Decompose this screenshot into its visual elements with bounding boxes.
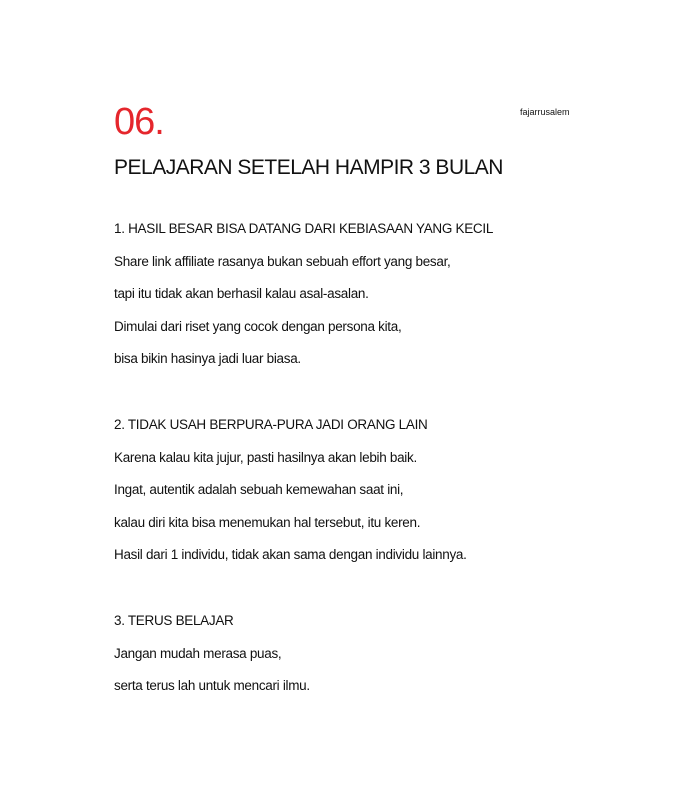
lesson-line: kalau diri kita bisa menemukan hal tersebut, itu keren. xyxy=(114,514,421,530)
page-title: PELAJARAN SETELAH HAMPIR 3 BULAN xyxy=(114,156,503,179)
lesson-section-3 xyxy=(114,612,654,710)
lesson-heading: 3. TERUS BELAJAR xyxy=(114,613,234,628)
slide-number: 06. xyxy=(114,101,164,143)
lesson-line: tapi itu tidak akan berhasil kalau asal-asalan. xyxy=(114,286,369,301)
author-handle: fajarrusalem xyxy=(520,107,570,117)
lesson-line: Ingat, autentik adalah sebuah kemewahan saat ini, xyxy=(114,482,404,497)
lesson-heading: 1. HASIL BESAR BISA DATANG DARI KEBIASAAN YANG KECIL xyxy=(114,221,494,236)
lesson-line: Jangan mudah merasa puas, xyxy=(114,645,282,661)
lesson-section-2 xyxy=(114,416,654,579)
lesson-line: bisa bikin hasinya jadi luar biasa. xyxy=(114,351,301,366)
lesson-line: serta terus lah untuk mencari ilmu. xyxy=(114,678,310,693)
lesson-section-1 xyxy=(114,220,654,383)
lesson-line: Hasil dari 1 individu, tidak akan sama dengan individu lainnya. xyxy=(114,547,467,562)
lesson-line: Karena kalau kita jujur, pasti hasilnya akan lebih baik. xyxy=(114,449,417,465)
lesson-heading: 2. TIDAK USAH BERPURA-PURA JADI ORANG LAIN xyxy=(114,417,428,432)
lesson-line: Share link affiliate rasanya bukan sebuah effort yang besar, xyxy=(114,253,451,269)
lesson-line: Dimulai dari riset yang cocok dengan persona kita, xyxy=(114,318,402,334)
